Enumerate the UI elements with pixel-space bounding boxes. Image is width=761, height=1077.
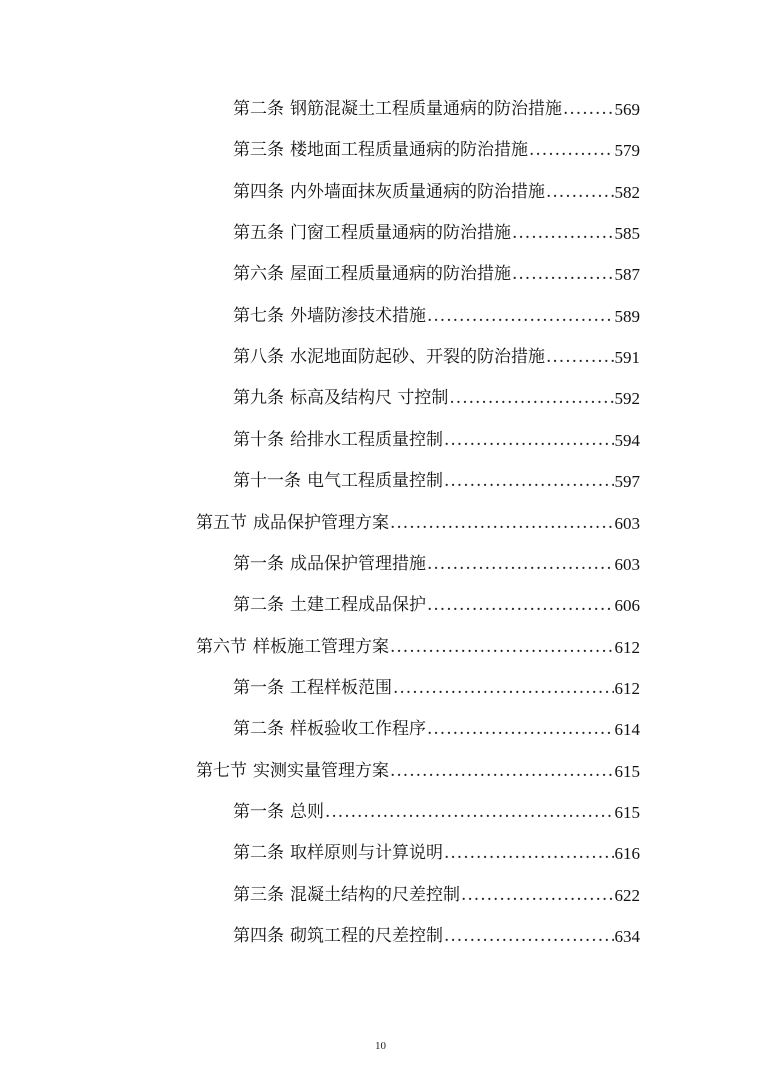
toc-entry-label xyxy=(233,420,443,461)
toc-entry-number: 第十条 xyxy=(233,429,284,450)
toc-article-entry[interactable] xyxy=(233,213,640,254)
toc-dot-leader xyxy=(512,254,614,295)
toc-entry-number: 第六节 xyxy=(196,636,247,657)
toc-dot-leader xyxy=(325,792,614,833)
toc-entry-title: 砌筑工程的尺差控制 xyxy=(290,926,443,946)
toc-entry-number: 第一条 xyxy=(233,553,284,574)
toc-article-entry[interactable] xyxy=(233,378,640,419)
toc-dot-leader xyxy=(390,627,614,668)
toc-entry-title: 工程样板范围 xyxy=(290,677,392,698)
toc-entry-label xyxy=(233,213,511,254)
toc-entry-page-number: 615 xyxy=(614,802,640,822)
toc-entry-title: 标高及结构尺 寸控制 xyxy=(290,388,449,409)
toc-article-entry[interactable] xyxy=(233,172,640,213)
toc-entry-label xyxy=(233,916,443,957)
toc-dot-leader xyxy=(546,172,614,213)
toc-dot-leader xyxy=(563,89,614,130)
toc-entry-title: 水泥地面防起砂、开裂的防治措施 xyxy=(290,347,545,368)
toc-dot-leader xyxy=(461,875,614,916)
toc-article-entry[interactable] xyxy=(233,89,640,130)
toc-entry-label xyxy=(233,544,426,585)
toc-article-entry[interactable] xyxy=(233,668,640,709)
toc-entry-title: 钢筋混凝土工程质量通病的防治措施 xyxy=(290,99,562,119)
toc-article-entry[interactable] xyxy=(233,916,640,957)
toc-entry-label xyxy=(233,833,443,874)
toc-entry-title: 样板施工管理方案 xyxy=(253,636,389,657)
toc-entry-label xyxy=(196,627,389,668)
toc-entry-page-number: 634 xyxy=(614,927,640,946)
toc-entry-label xyxy=(233,875,460,916)
toc-section-entry[interactable] xyxy=(196,503,640,544)
toc-entry-label xyxy=(233,585,426,626)
toc-dot-leader xyxy=(529,130,614,171)
toc-entry-number: 第一条 xyxy=(233,677,284,698)
toc-article-entry[interactable] xyxy=(233,709,640,750)
toc-entry-title: 外墙防渗技术措施 xyxy=(290,305,426,326)
toc-entry-number: 第七节 xyxy=(196,760,247,781)
toc-entry-page-number: 597 xyxy=(614,472,640,492)
toc-entry-number: 第二条 xyxy=(233,595,284,616)
toc-entry-label xyxy=(233,130,528,171)
toc-dot-leader xyxy=(444,833,614,874)
toc-entry-label xyxy=(233,172,545,213)
toc-article-entry[interactable] xyxy=(233,420,640,461)
toc-entry-title: 屋面工程质量通病的防治措施 xyxy=(290,264,511,285)
toc-entry-title: 楼地面工程质量通病的防治措施 xyxy=(290,140,528,161)
toc-entry-number: 第五节 xyxy=(196,512,247,533)
page-number-footer: 10 xyxy=(375,1040,386,1052)
toc-entry-number: 第九条 xyxy=(233,388,284,409)
toc-entry-page-number: 616 xyxy=(614,844,640,864)
toc-entry-label xyxy=(233,668,392,709)
toc-entry-label xyxy=(196,751,389,792)
toc-article-entry[interactable] xyxy=(233,130,640,171)
toc-entry-number: 第八条 xyxy=(233,347,284,368)
toc-entry-label xyxy=(233,461,443,502)
toc-dot-leader xyxy=(427,544,614,585)
toc-entry-page-number: 615 xyxy=(614,761,640,781)
toc-entry-number: 第六条 xyxy=(233,264,284,285)
toc-entry-label xyxy=(233,254,511,295)
toc-entry-title: 实测实量管理方案 xyxy=(253,760,389,781)
toc-entry-label xyxy=(233,296,426,337)
toc-dot-leader xyxy=(427,709,614,750)
toc-dot-leader xyxy=(444,420,614,461)
toc-entry-page-number: 594 xyxy=(614,430,640,450)
toc-dot-leader xyxy=(444,916,614,957)
toc-entry-page-number: 612 xyxy=(614,637,640,657)
toc-entry-title: 给排水工程质量控制 xyxy=(290,429,443,450)
toc-entry-label xyxy=(233,337,545,378)
toc-dot-leader xyxy=(393,668,614,709)
toc-entry-number: 第一条 xyxy=(233,801,284,822)
toc-article-entry[interactable] xyxy=(233,875,640,916)
toc-entry-page-number: 569 xyxy=(614,100,640,119)
toc-entry-label xyxy=(233,709,426,750)
toc-entry-title: 混凝土结构的尺差控制 xyxy=(290,884,460,905)
toc-dot-leader xyxy=(546,337,614,378)
toc-entry-page-number: 585 xyxy=(614,224,640,244)
toc-article-entry[interactable] xyxy=(233,544,640,585)
toc-entry-number: 第四条 xyxy=(233,926,284,946)
toc-entry-page-number: 589 xyxy=(614,306,640,326)
toc-entry-number: 第七条 xyxy=(233,305,284,326)
toc-entry-page-number: 579 xyxy=(614,141,640,161)
toc-dot-leader xyxy=(390,751,614,792)
toc-section-entry[interactable] xyxy=(196,627,640,668)
toc-dot-leader xyxy=(449,378,613,419)
toc-entry-page-number: 606 xyxy=(614,596,640,616)
toc-article-entry[interactable] xyxy=(233,461,640,502)
toc-article-entry[interactable] xyxy=(233,254,640,295)
toc-entry-number: 第二条 xyxy=(233,843,284,864)
toc-entry-label xyxy=(233,792,324,833)
toc-entry-title: 门窗工程质量通病的防治措施 xyxy=(290,223,511,244)
toc-dot-leader xyxy=(427,585,614,626)
toc-article-entry[interactable] xyxy=(233,792,640,833)
toc-entry-title: 取样原则与计算说明 xyxy=(290,843,443,864)
toc-entry-title: 总则 xyxy=(290,801,324,822)
toc-entry-number: 第四条 xyxy=(233,181,284,202)
toc-entry-label xyxy=(233,378,448,419)
toc-entry-page-number: 582 xyxy=(614,182,640,202)
toc-entry-title: 内外墙面抹灰质量通病的防治措施 xyxy=(290,181,545,202)
toc-dot-leader xyxy=(390,503,614,544)
toc-entry-number: 第二条 xyxy=(233,719,284,740)
toc-entry-number: 第三条 xyxy=(233,884,284,905)
toc-article-entry[interactable] xyxy=(233,585,640,626)
toc-entry-page-number: 603 xyxy=(614,513,640,533)
toc-entry-number: 第三条 xyxy=(233,140,284,161)
toc-dot-leader xyxy=(444,461,614,502)
toc-article-entry[interactable] xyxy=(233,296,640,337)
toc-entry-title: 成品保护管理措施 xyxy=(290,553,426,574)
toc-dot-leader xyxy=(427,296,614,337)
toc-entry-title: 成品保护管理方案 xyxy=(253,512,389,533)
toc-entry-number: 第十一条 xyxy=(233,471,301,492)
toc-entry-page-number: 587 xyxy=(614,265,640,285)
toc-entry-title: 样板验收工作程序 xyxy=(290,719,426,740)
toc-dot-leader xyxy=(512,213,614,254)
toc-entry-title: 土建工程成品保护 xyxy=(290,595,426,616)
toc-entry-label xyxy=(233,89,562,130)
toc-entry-number: 第二条 xyxy=(233,99,284,119)
toc-article-entry[interactable] xyxy=(233,337,640,378)
toc-section-entry[interactable] xyxy=(196,751,640,792)
toc-entry-page-number: 603 xyxy=(614,554,640,574)
toc-entry-page-number: 614 xyxy=(614,720,640,740)
toc-entry-page-number: 591 xyxy=(614,348,640,368)
toc-article-entry[interactable] xyxy=(233,833,640,874)
toc-entry-number: 第五条 xyxy=(233,223,284,244)
toc-entry-label xyxy=(196,503,389,544)
toc-entry-page-number: 592 xyxy=(614,389,640,409)
toc-entry-title: 电气工程质量控制 xyxy=(307,471,443,492)
toc-entry-page-number: 612 xyxy=(614,678,640,698)
toc-entry-page-number: 622 xyxy=(614,885,640,905)
